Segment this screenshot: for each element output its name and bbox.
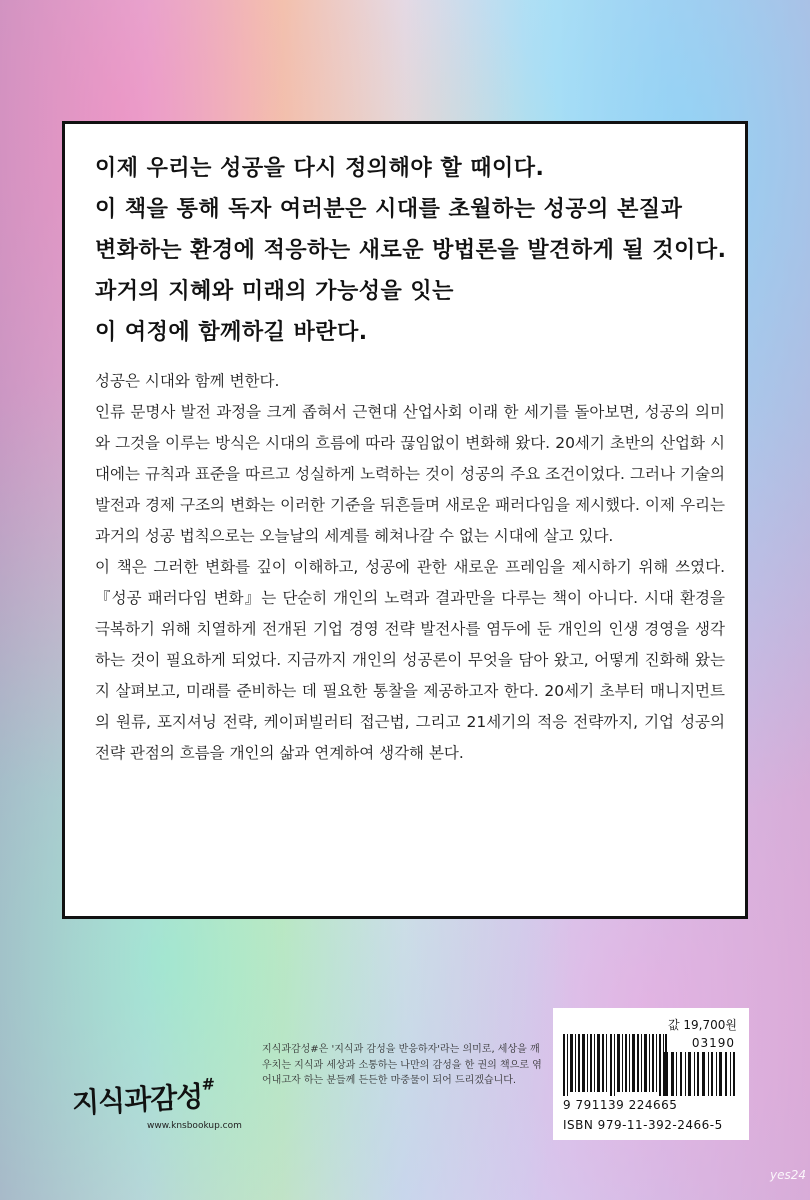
headline-line: 이 여정에 함께하길 바란다. [95, 320, 368, 345]
barcode-box [553, 1008, 749, 1140]
paragraph: 이 책은 그러한 변화를 깊이 이해하고, 성공에 관한 새로운 프레임을 제시하기 위해 쓰였다. 『성공 패러다임 변화』는 단순히 개인의 노력과 결과만을 다루는 책이 아니다. 시대 환경을 극복하기 위해 치열하게 전개된 기업 경영 전략 발전사를 염두에 둔 개인의 인생 경영을 생각하는 것이 필요하게 되었다. 지금까지 개인의 성공론이 무엇을 담아 왔고, 어떻게 진화해 왔는지 살펴보고, 미래를 준비하는 데 필요한 통찰을 제공하고자 한다. 20세기 초부터 매니지먼트의 원류, 포지셔닝 전략, 케이퍼빌러티 접근법, 그리고 21세기의 적응 전략까지, 기업 성공의 전략 관점의 흐름을 개인의 삶과 연계하여 생각해 본다. [95, 558, 725, 762]
publisher-url: www.knsbookup.com [147, 1121, 242, 1131]
paragraph: 인류 문명사 발전 과정을 크게 좁혀서 근현대 산업사회 이래 한 세기를 돌아보면, 성공의 의미와 그것을 이루는 방식은 시대의 흐름에 따라 끊임없이 변화해 왔다. 20세기 초반의 산업화 시대에는 규칙과 표준을 따르고 성실하게 노력하는 것이 성공의 주요 조건이었다. 그러나 기술의 발전과 경제 구조의 변화는 이러한 기준을 뒤흔들며 새로운 패러다임을 제시했다. 이제 우리는 과거의 성공 법칙으로는 오늘날의 세계를 헤쳐나갈 수 없는 시대에 살고 있다. [95, 403, 725, 545]
addon-barcode-bars [663, 1052, 735, 1096]
headline-line: 이제 우리는 성공을 다시 정의해야 할 때이다. [95, 156, 545, 181]
headline-line: 변화하는 환경에 적응하는 새로운 방법론을 발견하게 될 것이다. [95, 238, 727, 263]
barcode-number: 9 791139 224665 [563, 1098, 678, 1112]
cover-text-box [62, 121, 748, 919]
paragraph: 성공은 시대와 함께 변한다. [95, 372, 280, 390]
body-text [95, 366, 725, 769]
publisher-logo [71, 1074, 216, 1121]
headline [95, 148, 725, 353]
headline-line: 과거의 지혜와 미래의 가능성을 잇는 [95, 279, 454, 304]
publisher-logo-text: 지식과감성 [71, 1079, 204, 1120]
barcode-bars [563, 1034, 667, 1096]
addon-code: 03190 [691, 1036, 735, 1050]
store-sticker: yes24 [770, 1168, 807, 1182]
headline-line: 이 책을 통해 독자 여러분은 시대를 초월하는 성공의 본질과 [95, 197, 683, 222]
price-label: 값 19,700원 [668, 1018, 737, 1032]
isbn: ISBN 979-11-392-2466-5 [563, 1118, 723, 1132]
publisher-logo-mark: # [201, 1074, 215, 1094]
publisher-description: 지식과감성#은 '지식과 감성을 반응하자'라는 의미로, 세상을 깨우치는 지식과 세상과 소통하는 나만의 감성을 한 권의 책으로 엮어내고자 하는 분들께 든든한 마중물이 되어 드리겠습니다. [262, 1044, 542, 1086]
